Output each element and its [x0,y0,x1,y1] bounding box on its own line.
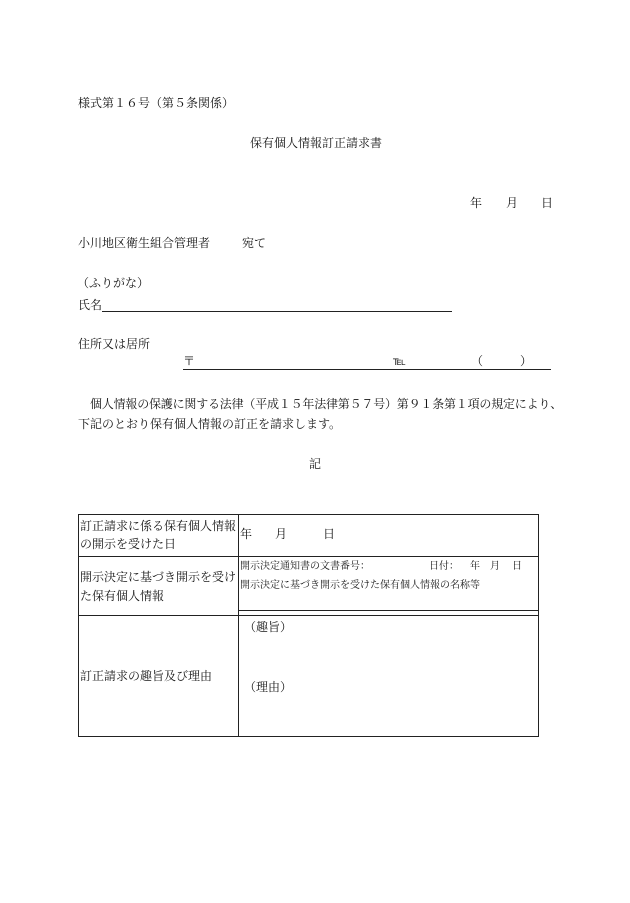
notice-year-label: 年 [470,561,480,572]
address-underline [183,369,551,370]
tel-paren-close: ） [520,354,533,368]
postal-mark-icon: 〒 [183,354,196,368]
date-year-label: 年 [470,196,483,210]
addressee-suffix: 宛て [242,236,267,250]
furigana-label: （ふりがな） [77,276,150,290]
disclosure-year-label: 年 [240,527,253,541]
ki-heading: 記 [309,457,322,471]
tel-paren-open: （ [471,354,484,368]
notice-day-label: 日 [512,561,522,572]
table-row-divider [79,615,538,616]
table-row-inner-divider [238,610,538,611]
body-text-line: 個人情報の保護に関する法律（平成１５年法律第５７号）第９１条第１項の規定により、 [90,397,563,411]
date-day-label: 日 [541,196,554,210]
notice-month-label: 月 [490,561,500,572]
notice-document-number-label: 開示決定通知書の文書番号： [240,561,370,572]
disclosure-date-label: の開示を受けた日 [80,537,177,551]
addressee-name: 小川地区衛生組合管理者 [78,236,211,250]
name-underline [102,311,452,312]
address-label: 住所又は居所 [78,337,151,351]
correction-purpose-reason-label: 訂正請求の趣旨及び理由 [80,669,213,683]
purpose-label: （趣旨） [244,620,293,634]
disclosure-month-label: 月 [275,527,288,541]
name-label: 氏名 [78,298,103,312]
disclosure-day-label: 日 [323,527,336,541]
reason-label: （理由） [244,680,293,694]
body-text-line: 下記のとおり保有個人情報の訂正を請求します。 [78,417,342,431]
document-title: 保有個人情報訂正請求書 [250,136,383,150]
date-month-label: 月 [506,196,519,210]
disclosed-info-name-label: 開示決定に基づき開示を受けた保有個人情報の名称等 [240,580,480,591]
disclosed-info-label: 開示決定に基づき開示を受け [80,570,237,584]
table-row-divider [79,556,538,557]
disclosure-date-label: 訂正請求に係る保有個人情報 [80,519,237,533]
telephone-icon: ℡ [393,354,406,368]
disclosed-info-label: た保有個人情報 [80,589,165,603]
notice-date-label: 日付： [429,561,459,572]
form-number: 様式第１６号（第５条関係） [78,96,235,110]
request-table [78,514,539,737]
table-column-divider [238,515,239,736]
